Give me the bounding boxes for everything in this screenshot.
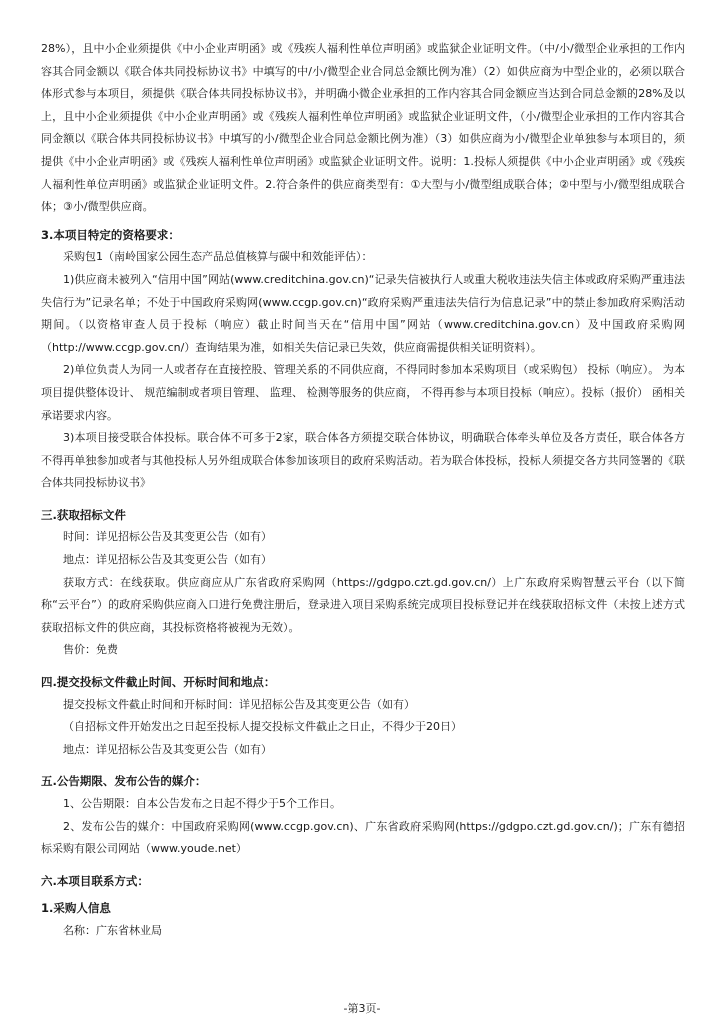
special-requirements-heading: 3.本项目特定的资格要求： [41,227,180,242]
obtain-documents-heading: 三.获取招标文件 [41,507,126,522]
obtain-method: 获取方式：在线获取。供应商应从广东省政府采购网（https://gdgpo.czt.gd.gov.cn/）上广东政府采购智慧云平台（以下简称“云平台”）的政府采购供应商入口进行免费注册后，登录进入项目采购系统完成项目投标登记并在线获取招标文件（未按上述方式获取招标文件的供应商，其投标资格将被视为无效）。 [41,575,685,634]
purchaser-heading: 1.采购人信息 [41,901,111,916]
submission-deadline: 提交投标文件截止时间和开标时间：详见招标公告及其变更公告（如有） [63,697,415,711]
package-line: 采购包1（南岭国家公园生态产品总值核算与碳中和效能评估）： [63,250,373,264]
requirement-3: 3)本项目接受联合体投标。联合体不可多于2家，联合体各方须提交联合体协议，明确联合体牵头单位及各方责任，联合体各方不得再单独参加或者与其他投标人另外组成联合体参加该项目的政府采购活动。若为联合体投标，投标人须提交各方共同签署的《联合体共同投标协议书》 [41,431,685,490]
obtain-price: 售价：免费 [63,643,118,657]
intro-paragraph: 28%），且中小企业须提供《中小企业声明函》或《残疾人福利性单位声明函》或监狱企业证明文件。（中/小/微型企业承担的工作内容其合同金额以《联合体共同投标协议书》中填写的中/小/微型企业合同总金额比例为准）（2）如供应商为中型企业的，必须以联合体形式参与本项目，须提供《联合体共同投标协议书》，并明确小微企业承担的工作内容其合同金额应当达到合同总金额的28%及以上，且中小企业须提供《中小企业声明函》或《残疾人福利性单位声明函》或监狱企业证明文件，（小/微型企业承担的工作内容其合同金额以《联合体共同投标协议书》中填写的小/微型企业合同总金额比例为准）（3）如供应商为小/微型企业单独参与本项目的，须提供《中小企业声明函》或《残疾人福利性单位声明函》或监狱企业证明文件。说明：1.投标人须提供《中小企业声明函》或《残疾人福利性单位声明函》或监狱企业证明文件。2.符合条件的供应商类型有：①大型与小/微型组成联合体；②中型与小/微型组成联合体；③小/微型供应商。 [41,42,686,214]
announcement-media: 2、发布公告的媒介：中国政府采购网(www.ccgp.gov.cn)、广东省政府采购网(https://gdgpo.czt.gd.gov.cn/)；广东有德招标采购有限公司网站（www.youde.net） [41,819,685,856]
submission-heading: 四.提交投标文件截止时间、开标时间和地点： [41,675,276,690]
announcement-heading: 五.公告期限、发布公告的媒介： [41,774,207,789]
requirement-1: 1)供应商未被列入“信用中国”网站(www.creditchina.gov.cn)“记录失信被执行人或重大税收违法失信主体或政府采购严重违法失信行为”记录名单；不处于中国政府采购网(www.ccgp.gov.cn)“政府采购严重违法失信行为信息记录”中的禁止参加政府采购活动期间。（以资格审查人员于投标（响应）截止时间当天在“信用中国”网站（www.creditchina.gov.cn）及中国政府采购网（http://www.ccgp.gov.cn/）查询结果为准，如相关失信记录已失效，供应商需提供相关证明资料）。 [41,272,685,354]
submission-place: 地点：详见招标公告及其变更公告（如有） [63,742,272,756]
requirement-2: 2)单位负责人为同一人或者存在直接控股、管理关系的不同供应商，不得同时参加本采购项目（或采购包） 投标（响应）。 为本项目提供整体设计、 规范编制或者项目管理、 监理、 检测等服务的供应商， 不得再参与本项目投标（响应）。投标（报价） 函相关承诺要求内容。 [41,363,685,422]
document-page [41,38,685,943]
obtain-place: 地点：详见招标公告及其变更公告（如有） [63,553,272,567]
obtain-time: 时间：详见招标公告及其变更公告（如有） [63,530,272,544]
submission-days: （自招标文件开始发出之日起至投标人提交投标文件截止之日止，不得少于20日） [63,720,462,734]
purchaser-name: 名称：广东省林业局 [63,923,162,937]
contact-heading: 六.本项目联系方式： [41,873,149,888]
page-number: -第3页- [343,1002,381,1015]
announcement-period: 1、公告期限：自本公告发布之日起不得少于5个工作日。 [63,797,341,810]
